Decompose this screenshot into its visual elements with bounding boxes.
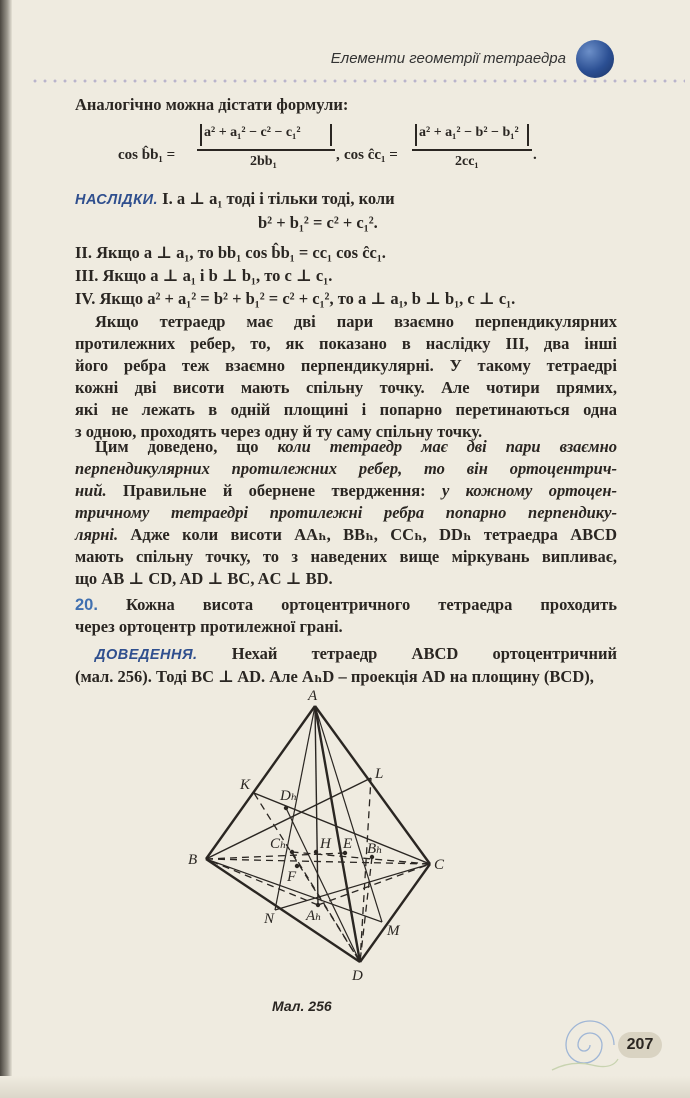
label-A: A: [308, 688, 318, 704]
consequence-1-formula: b² + b₁² = c² + c₁².: [258, 213, 378, 232]
edge-CD: [360, 864, 430, 962]
figure-caption: Мал. 256: [272, 998, 332, 1014]
paragraph2-line: тричному тетраедрі протилежні ребра попарно перпендику-: [75, 503, 617, 522]
formula2-numerator: a² + a₁² − b² − b₁²: [419, 125, 519, 140]
consequence-3: III. Якщо a ⊥ a₁ і b ⊥ b₁, то c ⊥ c₁.: [75, 266, 333, 285]
formula1-separator: ,: [336, 147, 340, 163]
paragraph2-italic: коли тетраедр має дві пари взаємно: [277, 437, 617, 456]
line-B-E-hidden: [206, 853, 345, 859]
paragraph2-italic: ний.: [75, 481, 107, 500]
intro-line: Аналогічно можна дістати формули:: [75, 95, 349, 114]
paragraph1-line: кожні дві висоти мають спільну точку. Але чотири прямих,: [75, 378, 617, 397]
label-K: K: [240, 777, 251, 793]
point-Ch: [290, 850, 294, 854]
proof-text: Нехай тетраедр ABCD ортоцентричний: [197, 644, 617, 663]
theorem-20-line: через ортоцентр протилежної грані.: [75, 617, 343, 636]
theorem-number: 20.: [75, 596, 98, 614]
theorem-text: Кожна висота ортоцентричного тетраедра проходить: [97, 595, 617, 614]
label-D: D: [352, 968, 363, 984]
page-number: 207: [618, 1032, 662, 1058]
label-B: B: [188, 852, 198, 868]
consequence-2: II. Якщо a ⊥ a₁, то bb₁ cos b̂b₁ = cc₁ cos ĉc₁.: [75, 243, 386, 262]
label-F: F: [287, 869, 297, 885]
formula2-end: .: [533, 147, 537, 163]
point-F: [295, 864, 299, 868]
line-Ah-C-hidden: [318, 864, 430, 905]
label-Ch: Cₕ: [270, 836, 287, 852]
consequences-label: НАСЛІДКИ.: [75, 192, 159, 208]
paragraph2-line: перпендикулярних протилежних ребер, то він ортоцентрич-: [75, 459, 617, 478]
point-Ah: [316, 903, 320, 907]
consequence-4: IV. Якщо a² + a₁² = b² + b₁² = c² + c₁², то a ⊥ a₁, b ⊥ b₁, c ⊥ c₁.: [75, 289, 516, 308]
paragraph2-line: мають спільну точку, то з наведених вище міркувань випливає,: [75, 547, 617, 566]
edge-AD: [315, 706, 360, 962]
paragraph1-line: протилежних ребер, то, як показано в наслідку III, два інші: [75, 334, 617, 353]
label-N: N: [264, 911, 275, 927]
label-Bh: Bₕ: [367, 841, 383, 857]
paragraph2-line: що AB ⊥ CD, AD ⊥ BC, AC ⊥ BD.: [75, 569, 333, 588]
proof-label: ДОВЕДЕННЯ.: [95, 647, 198, 663]
point-Dh: [284, 806, 288, 810]
label-Ah: Aₕ: [306, 908, 322, 924]
label-C: C: [434, 857, 445, 873]
edge-BD: [206, 859, 360, 962]
running-header-title: Елементи геометрії тетраедра: [330, 50, 566, 67]
edge-AB: [206, 706, 315, 859]
point-H: [314, 850, 318, 854]
proof-line: (мал. 256). Тоді BC ⊥ AD. Але AₕD – проекція AD на площину (BCD),: [75, 667, 594, 686]
paragraph1-line: Якщо тетраедр має дві пари взаємно перпендикулярних: [95, 312, 617, 331]
paragraph2-text: Правильне й обернене твердження:: [106, 481, 442, 500]
paragraph1-line: з одною, проходять через одну й ту саму спільну точку.: [75, 422, 483, 441]
label-L: L: [375, 766, 384, 782]
formula1-numerator: a² + a₁² − c² − c₁²: [204, 125, 301, 140]
line-C-N: [275, 864, 430, 910]
paragraph2-text: Адже коли висоти AAₕ, BBₕ, CCₕ, DDₕ тетраедра ABCD: [118, 525, 617, 544]
spiral-ornament-icon: [552, 1021, 618, 1070]
formula2-lhs: cos ĉc₁ =: [344, 147, 398, 163]
label-E: E: [343, 836, 353, 852]
label-Dh: Dₕ: [280, 788, 298, 804]
formula1-denominator: 2bb₁: [250, 154, 277, 169]
paragraph2-italic: лярні.: [75, 525, 119, 544]
paragraph2-text: Цим доведено, що: [95, 437, 278, 456]
paragraph1-line: які не лежать в одній площині і попарно перетинаються одна: [75, 400, 617, 419]
paragraph2-italic: у кожному ортоцен-: [441, 481, 618, 500]
formula1-lhs: cos b̂b₁ =: [118, 147, 176, 163]
label-H: H: [320, 836, 331, 852]
label-M: M: [387, 923, 400, 939]
consequence-1-text: I. a ⊥ a₁ тоді і тільки тоді, коли: [162, 189, 395, 208]
paragraph1-line: його ребра теж взаємно перпендикулярні. У такому тетраедрі: [75, 356, 617, 375]
formula2-denominator: 2cc₁: [455, 154, 479, 169]
